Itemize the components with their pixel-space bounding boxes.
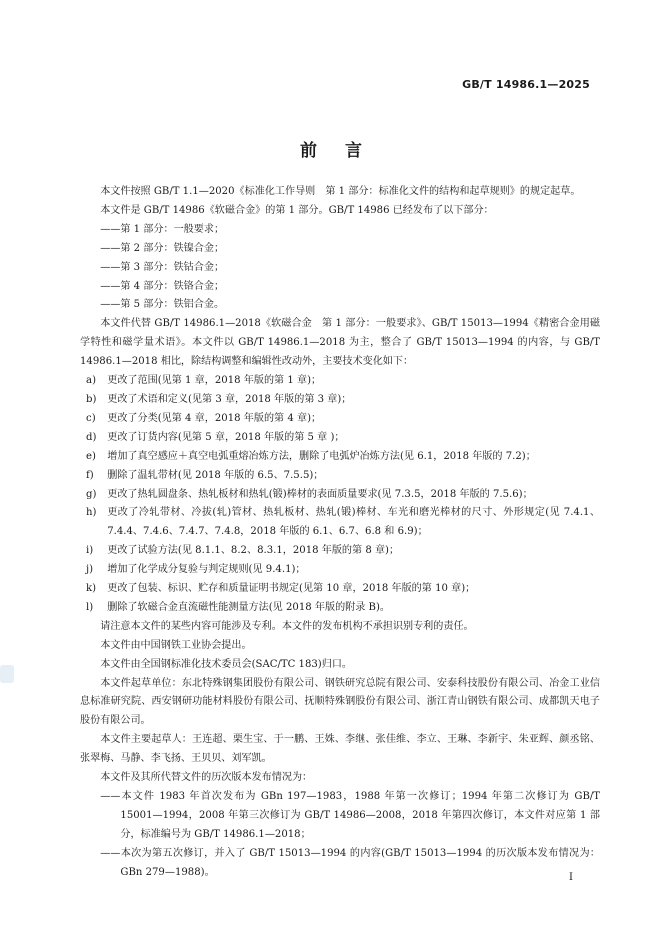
list-item bbox=[80, 580, 600, 599]
item-marker: b) bbox=[86, 393, 97, 405]
item-text: 增加了真空感应＋真空电弧重熔冶炼方法，删除了电弧炉冶炼方法(见 6.1，2018 年版的 7.2)； bbox=[107, 450, 536, 462]
item-marker: l) bbox=[86, 601, 94, 613]
page-number: I bbox=[569, 872, 573, 883]
paragraph: 本文件按照 GB/T 1.1—2020《标准化工作导则 第 1 部分：标准化文件的结构和起草规则》的规定起草。 bbox=[100, 186, 581, 197]
item-marker: d) bbox=[86, 431, 97, 443]
paragraph: 本文件代替 GB/T 14986.1—2018《软磁合金 第 1 部分：一般要求》、GB/T 15013—1994《精密合金用磁学特性和磁学量术语》。本文件以 GB/T 14986.1—2018 为主，整合了 GB/T 15013—1994 的内容，与 GB/T 14986.1—2018 相比，除结构调整和编辑性改动外，主要技术变化如下： bbox=[80, 318, 600, 368]
item-text: 更改了试验方法(见 8.1.1、8.2、8.3.1，2018 年版的第 8 章)； bbox=[107, 545, 400, 557]
list-item: ——第 5 部分：铁铝合金。 bbox=[100, 299, 225, 311]
list-item bbox=[80, 486, 600, 505]
list-item bbox=[80, 599, 600, 618]
list-item: ——本次为第五次修订，并入了 GB/T 15013—1994 的内容(GB/T 15013—1994 的历次版本发布情况为：GBn 279—1988)。 bbox=[100, 847, 600, 878]
changes-list bbox=[80, 372, 600, 618]
page-title: 前言 bbox=[300, 141, 390, 161]
list-item: ——本文件 1983 年首次发布为 GBn 197—1983，1988 年第一次修订；1994 年第二次修订为 GB/T 15001—1994，2008 年第三次修订为 GB/T 14986—2008，2018 年第四次修订，本文件对应第 1 部分，标准编号为 GB/T 14986.1—2018； bbox=[100, 791, 600, 840]
list-item bbox=[80, 561, 600, 580]
list-item bbox=[80, 429, 600, 448]
standard-number: GB/T 14986.1—2025 bbox=[462, 78, 590, 91]
item-text: 增加了化学成分复验与判定规则(见 9.4.1)； bbox=[107, 564, 306, 576]
item-text: 更改了包装、标识、贮存和质量证明书规定(见第 10 章，2018 年版的第 10 章)； bbox=[107, 583, 476, 595]
item-marker: k) bbox=[86, 583, 97, 595]
history-list bbox=[80, 788, 600, 883]
paragraph: 本文件由全国钢标准化技术委员会(SAC/TC 183)归口。 bbox=[100, 658, 353, 670]
list-item: ——第 4 部分：铁铬合金； bbox=[100, 280, 225, 292]
list-item: ——第 1 部分：一般要求； bbox=[100, 223, 225, 235]
paragraph: 本文件由中国钢铁工业协会提出。 bbox=[100, 639, 252, 651]
paragraph: 本文件是 GB/T 14986《软磁合金》的第 1 部分。GB/T 14986 已经发布了以下部分： bbox=[100, 204, 494, 216]
paragraph: 本文件主要起草人：王连超、栗生宝、于一鹏、王姝、李继、张佳维、李立、王琳、李新宇、朱亚辉、颜丞铭、张翠梅、马静、李飞扬、王贝贝、刘军凯。 bbox=[80, 734, 600, 765]
item-marker: h) bbox=[86, 507, 97, 519]
list-item: ——第 2 部分：铁镍合金； bbox=[100, 242, 225, 254]
paragraph: 本文件及其所代替文件的历次版本发布情况为： bbox=[100, 772, 313, 784]
item-text: 更改了订货内容(见第 5 章，2018 年版的第 5 章 )； bbox=[107, 431, 345, 443]
list-item bbox=[80, 391, 600, 410]
item-marker: j) bbox=[86, 564, 94, 576]
item-marker: i) bbox=[86, 545, 94, 557]
list-item bbox=[80, 467, 600, 486]
item-text: 更改了热轧圆盘条、热轧板材和热轧(锻)棒材的表面质量要求(见 7.3.5，2018 年版的 7.5.6)； bbox=[107, 488, 533, 500]
list-item bbox=[80, 542, 600, 561]
paragraph: 本文件起草单位：东北特殊钢集团股份有限公司、钢铁研究总院有限公司、安泰科技股份有限公司、冶金工业信息标准研究院、西安钢研功能材料股份有限公司、抚顺特殊钢股份有限公司、浙江青山钢铁有限公司、成都凯天电子股份有限公司。 bbox=[80, 677, 600, 727]
item-text: 更改了分类(见第 4 章，2018 年版的第 4 章)； bbox=[107, 412, 322, 424]
item-text: 删除了温轧带材(见 2018 年版的 6.5、7.5.5)； bbox=[107, 469, 324, 481]
item-marker: f) bbox=[86, 469, 94, 481]
item-text: 删除了软磁合金直流磁性能测量方法(见 2018 年版的附录 B)。 bbox=[107, 601, 391, 613]
list-item bbox=[80, 504, 600, 542]
paragraph: 请注意本文件的某些内容可能涉及专利。本文件的发布机构不承担识别专利的责任。 bbox=[100, 620, 474, 632]
item-marker: a) bbox=[86, 375, 97, 387]
item-text: 更改了冷轧带材、冷拔(轧)管材、热轧板材、热轧(锻)棒材、车光和磨光棒材的尺寸、外形规定(见 7.4.1、7.4.4、7.4.6、7.4.7、7.4.8，2018 年版的 6.1、6.7、6.8 和 6.9)； bbox=[107, 507, 600, 538]
list-item bbox=[80, 448, 600, 467]
item-marker: c) bbox=[86, 412, 96, 424]
item-marker: e) bbox=[86, 450, 96, 462]
parts-list bbox=[80, 221, 600, 316]
list-item bbox=[80, 410, 600, 429]
side-stamp-icon bbox=[0, 665, 14, 683]
document-body bbox=[80, 183, 600, 883]
list-item: ——第 3 部分：铁钴合金； bbox=[100, 261, 225, 273]
item-marker: g) bbox=[86, 488, 97, 500]
list-item bbox=[80, 372, 600, 391]
item-text: 更改了范围(见第 1 章，2018 年版的第 1 章)； bbox=[107, 375, 322, 387]
item-text: 更改了术语和定义(见第 3 章，2018 年版的第 3 章)； bbox=[107, 393, 352, 405]
